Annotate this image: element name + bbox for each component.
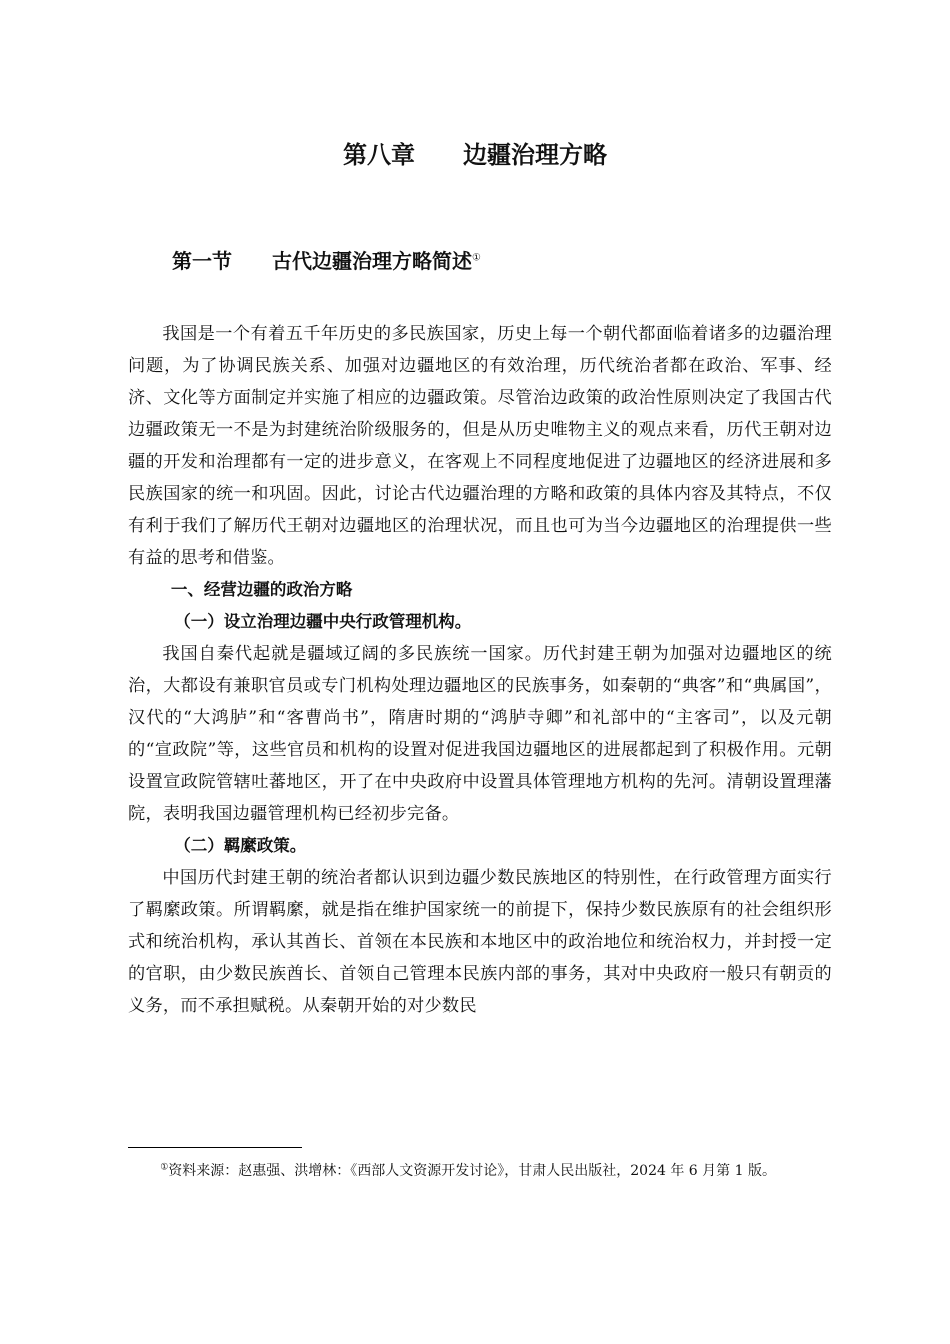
chapter-title: 第八章 边疆治理方略 xyxy=(343,141,607,169)
subheading-central-agency: （一）设立治理边疆中央行政管理机构。 xyxy=(174,612,472,631)
heading-political-strategy: 一、经营边疆的政治方略 xyxy=(170,580,353,599)
footnote xyxy=(128,1157,832,1185)
section-title-text: 第一节 古代边疆治理方略简述 xyxy=(172,249,472,273)
footnote-text: 资料来源：赵惠强、洪增林：《西部人文资源开发讨论》，甘肃人民出版社，2024 年 6 月第 1 版。 xyxy=(168,1163,776,1179)
paragraph-jimi-policy: 中国历代封建王朝的统治者都认识到边疆少数民族地区的特别性，在行政管理方面实行了羁縻政策。所谓羁縻，就是指在维护国家统一的前提下，保持少数民族原有的社会组织形式和统治机构，承认其酋长、首领在本民族和本地区中的政治地位和统治权力，并封授一定的官职，由少数民族酋长、首领自己管理本民族内部的事务，其对中央政府一般只有朝贡的义务，而不承担赋税。从秦朝开始的对少数民 xyxy=(128,868,832,1016)
paragraph-central-agency: 我国自秦代起就是疆域辽阔的多民族统一国家。历代封建王朝为加强对边疆地区的统治，大都设有兼职官员或专门机构处理边疆地区的民族事务，如秦朝的“典客”和“典属国”，汉代的“大鸿胪”和“客曹尚书”，隋唐时期的“鸿胪寺卿”和礼部中的“主客司”，以及元朝的“宣政院”等，这些官员和机构的设置对促进我国边疆地区的进展都起到了积极作用。元朝设置宣政院管辖吐蕃地区，开了在中央政府中设置具体管理地方机构的先河。清朝设置理藩院，表明我国边疆管理机构已经初步完备。 xyxy=(128,644,832,824)
footnote-reference[interactable]: ① xyxy=(472,252,481,264)
footnote-marker: ① xyxy=(160,1162,169,1173)
paragraph-intro: 我国是一个有着五千年历史的多民族国家，历史上每一个朝代都面临着诸多的边疆治理问题，为了协调民族关系、加强对边疆地区的有效治理，历代统治者都在政治、军事、经济、文化等方面制定并实施了相应的边疆政策。尽管治边政策的政治性原则决定了我国古代边疆政策无一不是为封建统治阶级服务的，但是从历史唯物主义的观点来看，历代王朝对边疆的开发和治理都有一定的进步意义，在客观上不同程度地促进了边疆地区的经济进展和多民族国家的统一和巩固。因此，讨论古代边疆治理的方略和政策的具体内容及其特点，不仅有利于我们了解历代王朝对边疆地区的治理状况，而且也可为当今边疆地区的治理提供一些有益的思考和借鉴。 xyxy=(128,324,832,568)
subheading-jimi-policy: （二）羁縻政策。 xyxy=(174,836,307,855)
section-title xyxy=(172,246,481,276)
body-text xyxy=(128,318,832,1022)
footnote-divider xyxy=(128,1147,302,1148)
